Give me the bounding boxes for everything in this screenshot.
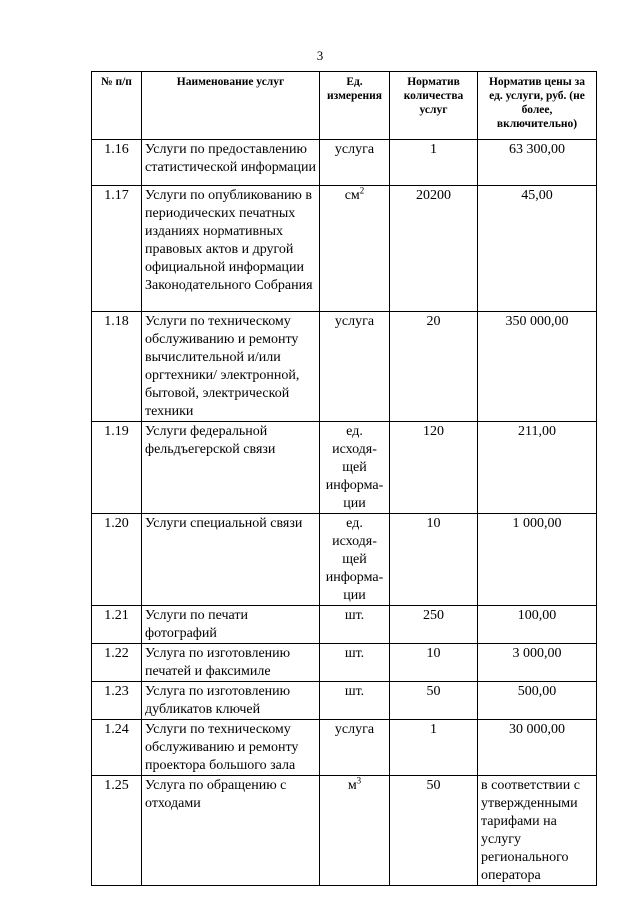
row-unit: услуга (320, 720, 390, 776)
header-num: № п/п (92, 72, 142, 140)
row-price: 30 000,00 (478, 720, 597, 776)
row-service-name: Услуги федеральной фельдъегерской связи (142, 422, 320, 514)
row-qty: 10 (390, 514, 478, 606)
table-row (92, 644, 597, 682)
services-norms-table (91, 71, 597, 886)
table-row (92, 720, 597, 776)
row-unit: ед. исходя-щей информа-ции (320, 514, 390, 606)
row-num: 1.23 (92, 682, 142, 720)
row-qty: 20200 (390, 186, 478, 312)
header-qty: Норматив количества услуг (390, 72, 478, 140)
row-price: 500,00 (478, 682, 597, 720)
row-unit: шт. (320, 606, 390, 644)
header-price: Норматив цены за ед. услуги, руб. (не более, включительно) (478, 72, 597, 140)
row-qty: 1 (390, 720, 478, 776)
page-number: 3 (316, 48, 324, 63)
row-service-name: Услуги по печати фотографий (142, 606, 320, 644)
row-price: 100,00 (478, 606, 597, 644)
row-num: 1.20 (92, 514, 142, 606)
row-qty: 50 (390, 682, 478, 720)
row-service-name: Услуги специальной связи (142, 514, 320, 606)
table-row (92, 514, 597, 606)
row-num: 1.21 (92, 606, 142, 644)
row-qty: 50 (390, 776, 478, 886)
row-unit: услуга (320, 312, 390, 422)
row-service-name: Услуги по опубликованию в периодических печатных изданиях нормативных правовых актов и другой официальной информации Законодательного Собрания (142, 186, 320, 312)
row-num: 1.25 (92, 776, 142, 886)
row-price: 3 000,00 (478, 644, 597, 682)
row-service-name: Услуга по изготовлению печатей и факсимиле (142, 644, 320, 682)
header-unit: Ед. измерения (320, 72, 390, 140)
row-service-name: Услуги по предоставлению статистической информации (142, 140, 320, 186)
row-qty: 250 (390, 606, 478, 644)
row-unit: $см^2$ (320, 186, 390, 312)
row-num: 1.17 (92, 186, 142, 312)
row-num: 1.19 (92, 422, 142, 514)
row-price: в соответствии с утвержденными тарифами на услугу регионального оператора (478, 776, 597, 886)
table-row (92, 186, 597, 312)
table-row (92, 682, 597, 720)
row-service-name: Услуга по обращению с отходами (142, 776, 320, 886)
row-service-name: Услуга по изготовлению дубликатов ключей (142, 682, 320, 720)
row-price: 45,00 (478, 186, 597, 312)
table-header-row (92, 72, 597, 140)
row-qty: 120 (390, 422, 478, 514)
table-row (92, 422, 597, 514)
row-unit: шт. (320, 682, 390, 720)
row-qty: 10 (390, 644, 478, 682)
table-row (92, 140, 597, 186)
header-name: Наименование услуг (142, 72, 320, 140)
row-unit: услуга (320, 140, 390, 186)
row-num: 1.18 (92, 312, 142, 422)
row-qty: 1 (390, 140, 478, 186)
row-price: 63 300,00 (478, 140, 597, 186)
row-qty: 20 (390, 312, 478, 422)
row-price: 211,00 (478, 422, 597, 514)
row-unit: ед. исходя-щей информа-ции (320, 422, 390, 514)
table-row (92, 776, 597, 886)
row-unit: шт. (320, 644, 390, 682)
table-row (92, 606, 597, 644)
row-service-name: Услуги по техническому обслуживанию и ремонту проектора большого зала (142, 720, 320, 776)
row-num: 1.22 (92, 644, 142, 682)
row-unit: $м^3$ (320, 776, 390, 886)
row-price: 350 000,00 (478, 312, 597, 422)
row-service-name: Услуги по техническому обслуживанию и ремонту вычислительной и/или оргтехники/ электронной, бытовой, электрической техники (142, 312, 320, 422)
row-num: 1.24 (92, 720, 142, 776)
row-num: 1.16 (92, 140, 142, 186)
row-price: 1 000,00 (478, 514, 597, 606)
table-row (92, 312, 597, 422)
